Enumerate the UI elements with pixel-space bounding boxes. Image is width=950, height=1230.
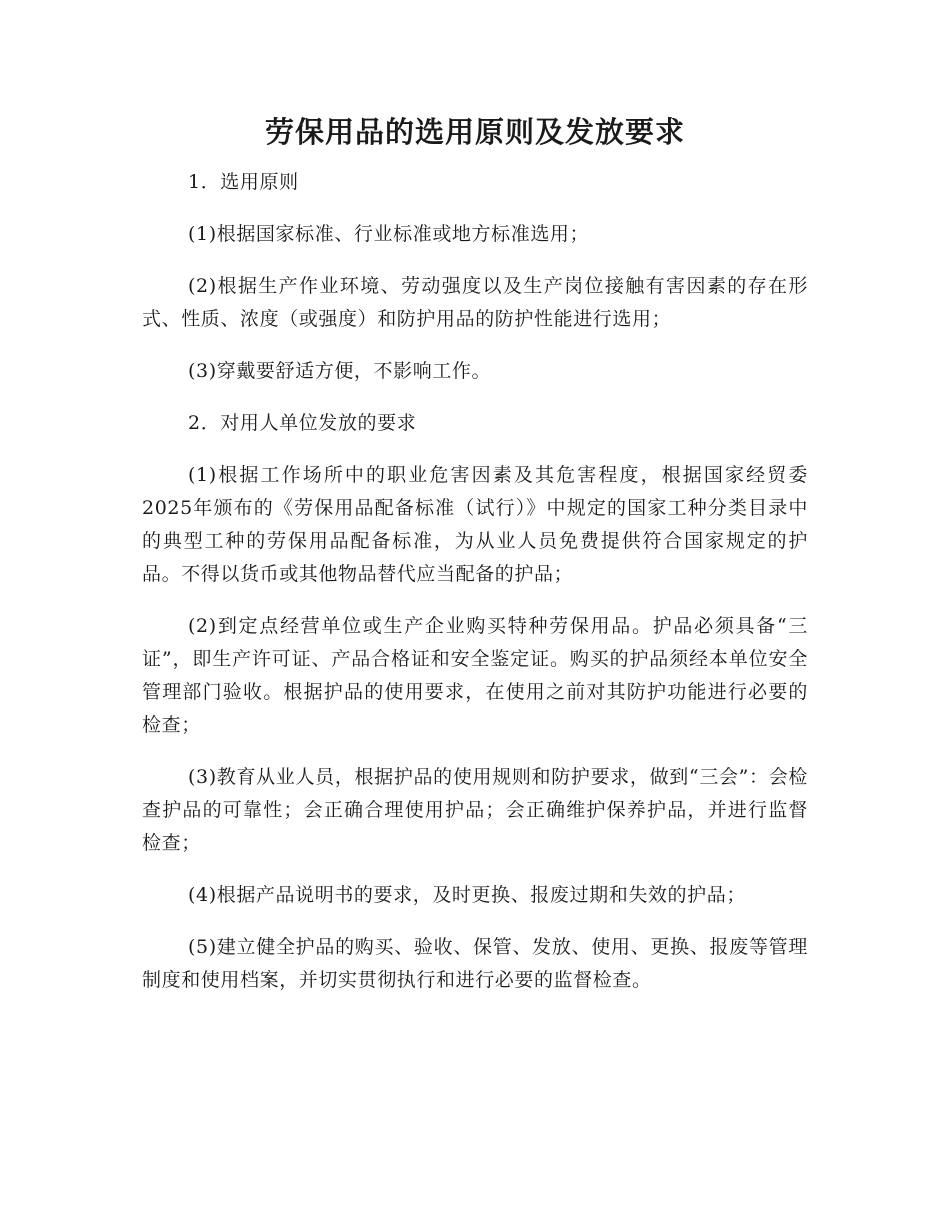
document-body <box>142 166 808 997</box>
document-title: 劳保用品的选用原则及发放要求 <box>264 115 685 149</box>
section-heading-distribution-requirements: 2．对用人单位发放的要求 <box>188 412 417 434</box>
requirement-item-1: (1)根据工作场所中的职业危害因素及其危害程度，根据国家经贸委2025年颁布的《劳保用品配备标准（试行）》中规定的国家工种分类目录中的典型工种的劳保用品配备标准，为从业人员免费提供符合国家规定的护品。不得以货币或其他物品替代应当配备的护品； <box>142 464 808 585</box>
requirement-item-3: (3)教育从业人员，根据护品的使用规则和防护要求，做到“三会”：会检查护品的可靠性；会正确合理使用护品；会正确维护保养护品，并进行监督检查； <box>142 766 808 854</box>
requirement-item-2: (2)到定点经营单位或生产企业购买特种劳保用品。护品必须具备“三证”，即生产许可证、产品合格证和安全鉴定证。购买的护品须经本单位安全管理部门验收。根据护品的使用要求，在使用之前对其防护功能进行必要的检查； <box>142 615 808 736</box>
principle-item-3: (3)穿戴要舒适方便，不影响工作。 <box>188 360 492 382</box>
principle-item-1: (1)根据国家标准、行业标准或地方标准选用； <box>188 223 590 245</box>
requirement-item-4: (4)根据产品说明书的要求，及时更换、报废过期和失效的护品； <box>188 884 746 906</box>
principle-item-2: (2)根据生产作业环境、劳动强度以及生产岗位接触有害因素的存在形式、性质、浓度（或强度）和防护用品的防护性能进行选用； <box>142 275 808 330</box>
requirement-item-5: (5)建立健全护品的购买、验收、保管、发放、使用、更换、报废等管理制度和使用档案，并切实贯彻执行和进行必要的监督检查。 <box>142 936 808 991</box>
section-heading-selection-principles: 1．选用原则 <box>188 171 299 193</box>
